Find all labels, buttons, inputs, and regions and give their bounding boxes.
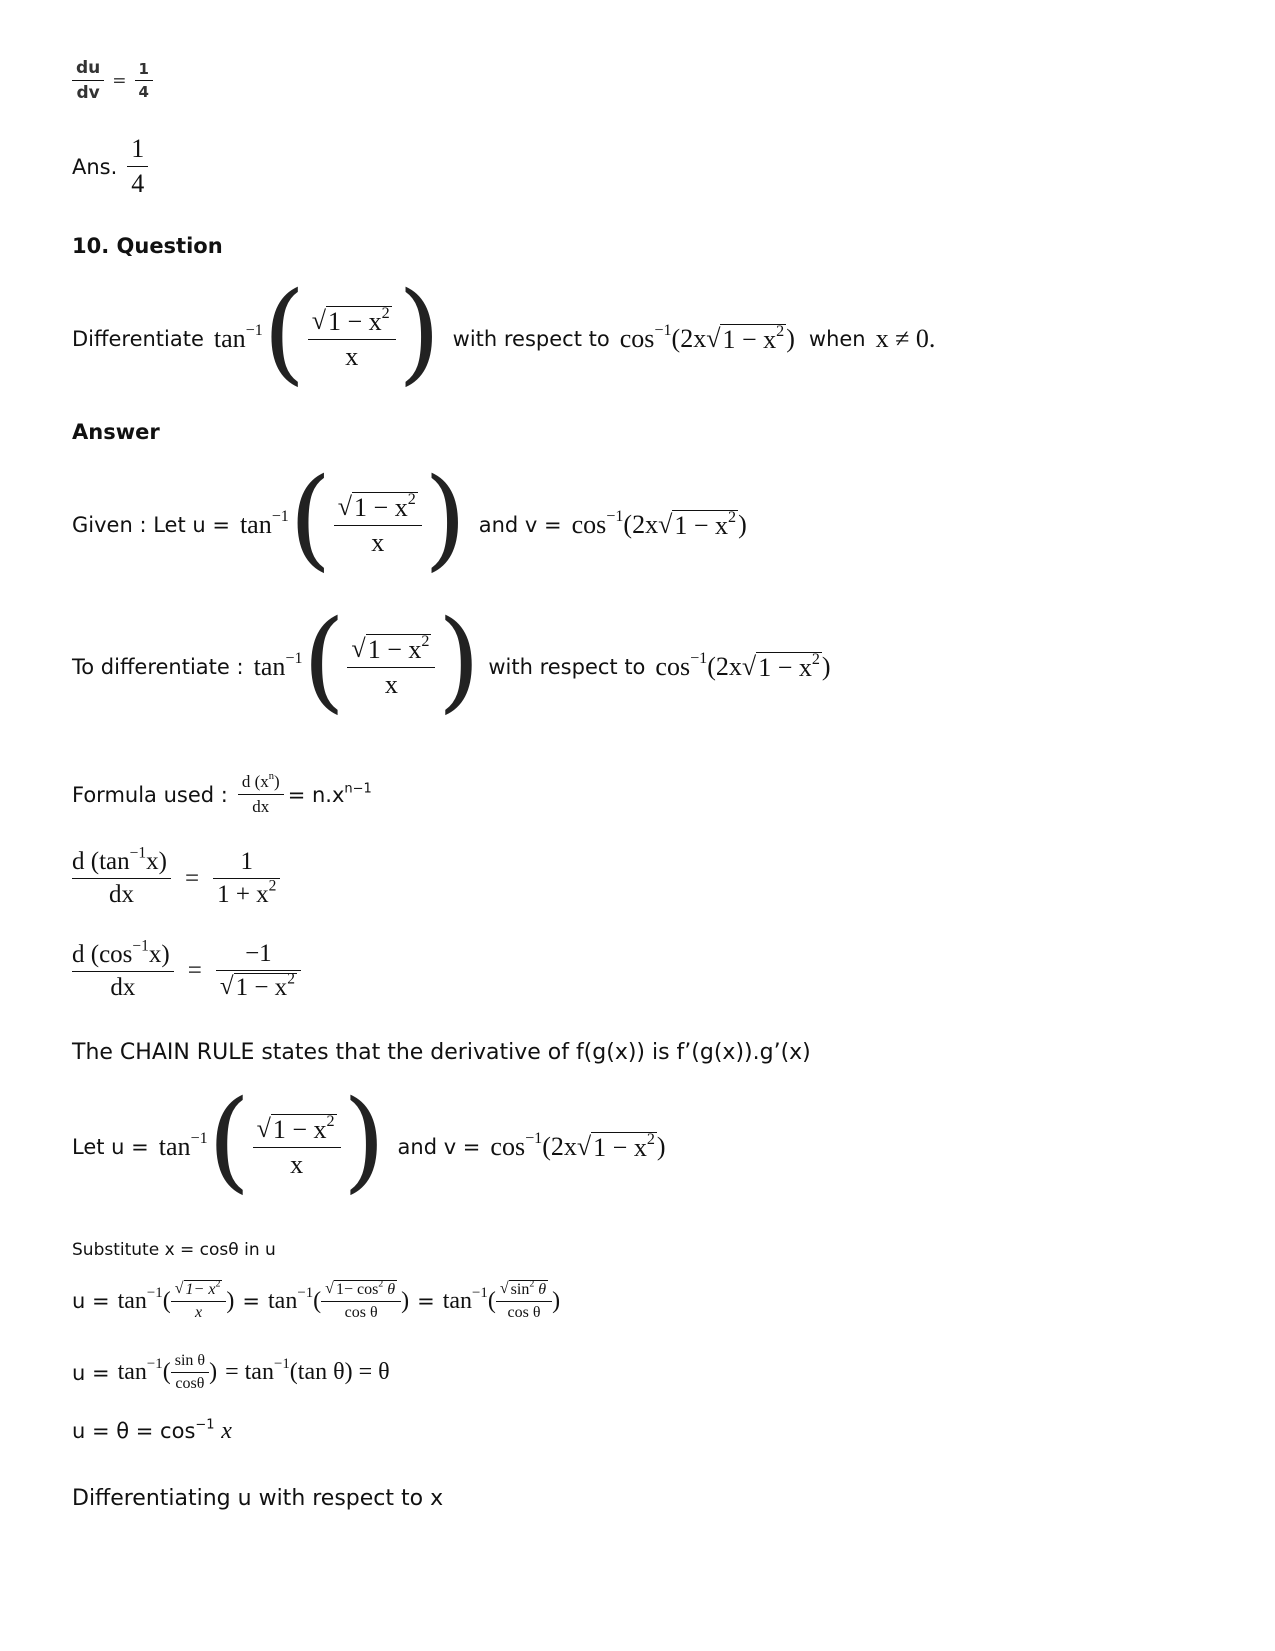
ans-label: Ans.: [72, 154, 118, 179]
given-text: Given : Let u =: [72, 513, 230, 537]
letu-fraction: √ $1 - x^2$ x: [253, 1114, 341, 1180]
chain-rule-text: The CHAIN RULE states that the derivative of f(g(x)) is f’(g(x)).g’(x): [72, 1040, 811, 1065]
step1-frac-b: √ $1- \cos^2 \theta$ cos θ: [321, 1280, 401, 1322]
left-paren: (: [207, 1076, 251, 1204]
answer-line: [72, 134, 152, 199]
question-heading: 10. Question: [72, 234, 223, 258]
formula-used-text: Formula used :: [72, 782, 228, 807]
du-dv-fraction: [72, 58, 104, 103]
to-differentiate-line: [72, 596, 831, 724]
cos-text: cos: [619, 323, 655, 353]
x-denominator: x: [345, 342, 359, 371]
and-v-text: and v =: [478, 513, 562, 537]
cos-deriv-rhs: −1 √ $1 - x^2$: [216, 940, 301, 1002]
differentiating-u-text: Differentiating u with respect to x: [72, 1486, 444, 1511]
given-fraction: √ $1 - x^2$ x: [334, 492, 422, 558]
todiff-tan-term: $\tan^{-1}$: [253, 649, 303, 681]
tan-derivative: $\frac{d (\tan^{-1}x)}{dx}$ = $\frac{1}{1 + x^2}$: [72, 848, 284, 909]
step2-rest: = $\tan^{-1}(\tan$ θ) = θ: [225, 1355, 390, 1385]
tan-inverse-term: [213, 321, 263, 354]
todiff-cos-term: $\cos^{-1}(2x√$ $1 - x^2$ ): [655, 649, 831, 682]
u-eq-text: u =: [72, 1289, 110, 1313]
quarter-fraction: [135, 60, 153, 101]
when-text: when: [808, 327, 866, 351]
tan-text: tan: [213, 324, 246, 353]
substitution-step-1: u = $\tan^{-1}$( √ $1- x^2$ x ) = $\tan^{-1}$( √ $1- \cos^2 \theta$ cos θ ) = $\tan^{-1}$( √ $\sin^2 \theta$ cos θ ): [72, 1278, 561, 1321]
to-diff-text: To differentiate :: [72, 655, 244, 679]
with-respect-to-text: with respect to: [452, 327, 610, 351]
given-tan-term: $\tan^{-1}$: [239, 507, 289, 539]
du-dv-equation: [72, 58, 157, 103]
cos-radicand-exp: 2: [776, 322, 785, 340]
cos-exponent: −1: [654, 321, 672, 339]
and-v-text: and v =: [397, 1135, 481, 1159]
cos-arg-close: ): [786, 323, 795, 353]
tan-exponent: −1: [245, 321, 263, 339]
step1-tan-c: $\tan^{-1}$(: [442, 1284, 496, 1314]
letu-tan-term: $\tan^{-1}$: [158, 1129, 208, 1161]
step1-frac-c: √ $\sin^2 \theta$ cos θ: [496, 1280, 552, 1322]
right-paren: ): [397, 268, 441, 396]
question-statement: [72, 268, 936, 396]
du-text: du: [76, 58, 101, 78]
let-u-line: [72, 1076, 666, 1204]
quarter-num: 1: [138, 60, 149, 78]
differentiate-text: Differentiate: [72, 327, 204, 351]
step1-tan-a: $\tan^{-1}$(: [117, 1284, 171, 1314]
dv-text: dv: [76, 83, 100, 103]
step2-fraction: $\frac{\text{sin θ}}{\cos\theta}$: [171, 1352, 209, 1393]
given-line: [72, 454, 747, 582]
step3-expression: $u = \theta = \cos^{-1} x$: [72, 1417, 232, 1444]
substitution-step-2: u = $\tan^{-1}$( $\frac{\text{sin θ}}{\cos\theta}$ ) = $\tan^{-1}(\tan$ θ) = θ: [72, 1352, 390, 1392]
ans-num: 1: [131, 134, 145, 163]
cos-derivative: $\frac{d (\cos^{-1}x)}{dx}$ = −1 √ $1 - x^2$: [72, 940, 305, 1002]
left-paren: (: [288, 454, 332, 582]
quarter-den: 4: [138, 83, 149, 101]
cos-deriv-lhs: $\frac{d (\cos^{-1}x)}{dx}$: [72, 941, 174, 1002]
condition-text: x ≠ 0.: [875, 324, 936, 353]
ans-den: 4: [131, 169, 145, 198]
substitution-step-3: [72, 1418, 232, 1445]
let-u-text: Let u =: [72, 1135, 149, 1159]
step1-tan-b: $\tan^{-1}$(: [268, 1284, 322, 1314]
right-paren: ): [342, 1076, 386, 1204]
radicand-exp: 2: [381, 304, 390, 322]
with-respect-to-text: with respect to: [488, 655, 646, 679]
tan-deriv-rhs: $\frac{1}{1 + x^2}$: [213, 848, 280, 909]
ans-fraction: [127, 134, 148, 199]
cos-arg-open: (2x: [671, 323, 707, 353]
tan-deriv-lhs: $\frac{d (\tan^{-1}x)}{dx}$: [72, 848, 171, 909]
formula-used-line: [72, 772, 372, 817]
left-paren: (: [302, 596, 346, 724]
cos-inverse-term: $\cos^{-1}(2x√$ $1 - x^2$ ): [619, 321, 795, 354]
right-paren: ): [437, 596, 481, 724]
todiff-fraction: √ $1 - x^2$ x: [347, 634, 435, 700]
left-paren: (: [262, 268, 306, 396]
sqrt-term: √ $1 - x^2$: [311, 304, 390, 336]
sqrt-fraction: [308, 306, 396, 372]
right-paren: ): [423, 454, 467, 582]
equals-sign: =: [112, 70, 127, 91]
answer-heading: Answer: [72, 420, 160, 444]
formula-fraction: $\frac{d (x^n)}{dx}$: [238, 772, 284, 817]
cos-radicand: 1 − x: [722, 324, 777, 354]
formula-rhs: = $n.x^{n-1}$: [287, 780, 372, 807]
radicand-text: 1 − x: [328, 307, 382, 336]
given-cos-term: $\cos^{-1}(2x√$ $1 - x^2$ ): [571, 507, 747, 540]
step1-frac-a: √ $1- x^2$ x: [171, 1280, 227, 1322]
letu-cos-term: $\cos^{-1}(2x√$ $1 - x^2$ ): [490, 1129, 666, 1162]
substitute-text: Substitute x = cosθ in u: [72, 1240, 276, 1260]
